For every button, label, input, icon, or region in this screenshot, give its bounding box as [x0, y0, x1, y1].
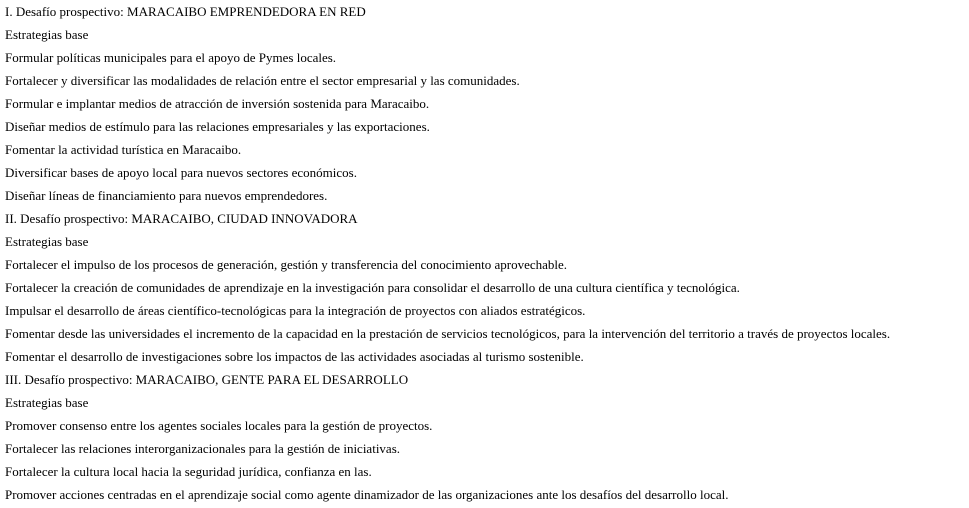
section-subheading: Estrategias base: [5, 234, 89, 249]
strategy-item: Fomentar desde las universidades el incremento de la capacidad en la prestación de servicios tecnológicos, para la intervención del territorio a través de proyectos locales.: [5, 326, 891, 341]
section-subheading: Estrategias base: [5, 27, 89, 42]
strategy-item: Formular políticas municipales para el apoyo de Pymes locales.: [5, 50, 337, 65]
strategy-item: Diversificar bases de apoyo local para nuevos sectores económicos.: [5, 165, 357, 180]
section-heading: II. Desafío prospectivo: MARACAIBO, CIUDAD INNOVADORA: [5, 211, 358, 226]
strategy-item: Fortalecer la cultura local hacia la seguridad jurídica, confianza en las.: [5, 464, 372, 479]
strategy-item: Fomentar la actividad turística en Maracaibo.: [5, 142, 242, 157]
section-subheading: Estrategias base: [5, 395, 89, 410]
strategy-item: Diseñar líneas de financiamiento para nuevos emprendedores.: [5, 188, 328, 203]
strategy-item: Fortalecer las relaciones interorganizacionales para la gestión de iniciativas.: [5, 441, 401, 456]
strategy-item: Diseñar medios de estímulo para las relaciones empresariales y las exportaciones.: [5, 119, 430, 134]
section-heading: III. Desafío prospectivo: MARACAIBO, GENTE PARA EL DESARROLLO: [5, 372, 409, 387]
strategy-item: Fortalecer la creación de comunidades de aprendizaje en la investigación para consolidar el desarrollo de una cultura científica y tecnológica.: [5, 280, 740, 295]
strategy-item: Formular e implantar medios de atracción de inversión sostenida para Maracaibo.: [5, 96, 430, 111]
strategy-item: Promover acciones centradas en el aprendizaje social como agente dinamizador de las organizaciones ante los desafíos del desarrollo local.: [5, 487, 729, 502]
section-heading: I. Desafío prospectivo: MARACAIBO EMPRENDEDORA EN RED: [5, 4, 366, 19]
strategy-item: Fortalecer el impulso de los procesos de generación, gestión y transferencia del conocimiento aprovechable.: [5, 257, 568, 272]
strategy-item: Fomentar el desarrollo de investigaciones sobre los impactos de las actividades asociadas al turismo sostenible.: [5, 349, 584, 364]
strategy-item: Fortalecer y diversificar las modalidades de relación entre el sector empresarial y las comunidades.: [5, 73, 520, 88]
strategy-item: Impulsar el desarrollo de áreas científico-tecnológicas para la integración de proyectos con aliados estratégicos.: [5, 303, 586, 318]
strategy-item: Promover consenso entre los agentes sociales locales para la gestión de proyectos.: [5, 418, 433, 433]
